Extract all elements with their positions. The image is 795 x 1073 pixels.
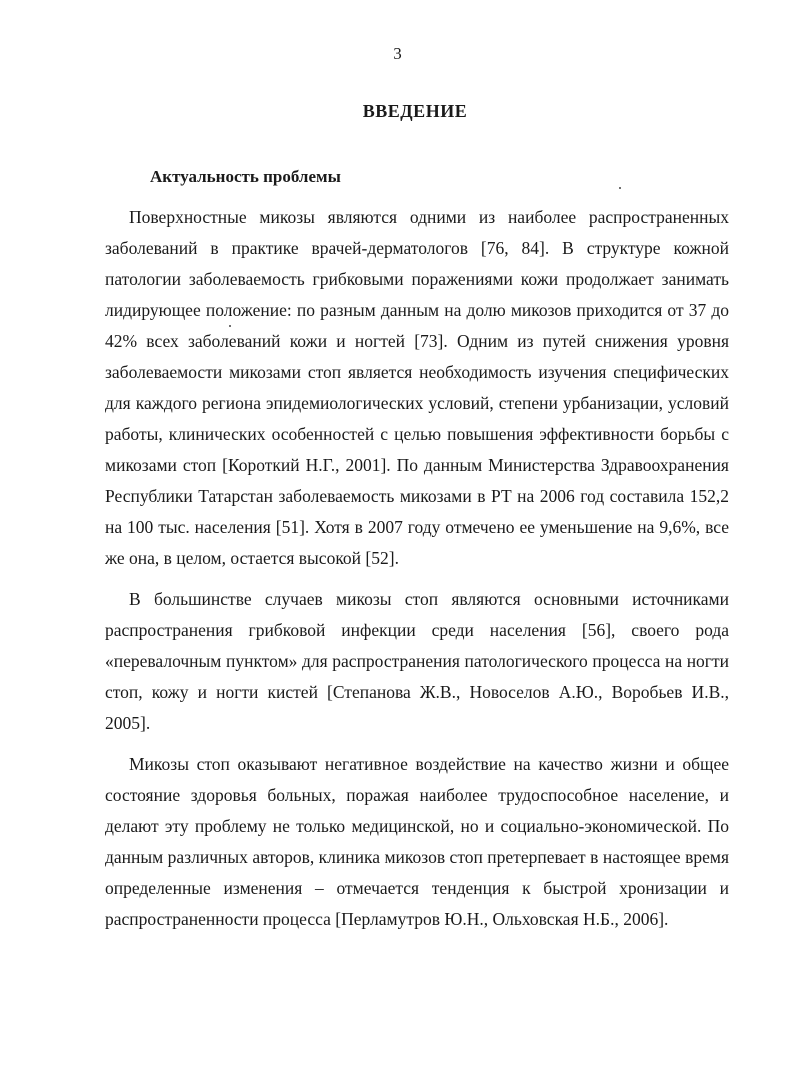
body-text — [105, 202, 729, 935]
paragraph-2: В большинстве случаев микозы стоп являются основными источниками распространения грибковой инфекции среди населения [56], своего рода «перевалочным пунктом» для распространения патологического процесса на ногти стоп, кожу и ногти кистей [Степанова Ж.В., Новоселов А.Ю., Воробьев И.В., 2005]. — [105, 589, 729, 733]
paragraph-1: Поверхностные микозы являются одними из наиболее распространенных заболеваний в практике врачей-дерматологов [76, 84]. В структуре кожной патологии заболеваемость грибковыми поражениями кожи продолжает занимать лидирующее положение: по разным данным на долю микозов приходится от 37 до 42% всех заболеваний кожи и ногтей [73]. Одним из путей снижения уровня заболеваемости микозами стоп является необходимость изучения специфических для каждого региона эпидемиологических условий, степени урбанизации, условий работы, клинических особенностей с целью повышения эффективности борьбы с микозами стоп [Короткий Н.Г., 2001]. По данным Министерства Здравоохранения Республики Татарстан заболеваемость микозами в РТ на 2006 год составила 152,2 на 100 тыс. населения [51]. Хотя в 2007 году отмечено ее уменьшение на 9,6%, все же она, в целом, остается высокой [52]. — [105, 207, 729, 568]
subsection-title: Актуальность проблемы — [150, 167, 341, 186]
scan-speck — [619, 187, 621, 189]
section-title: ВВЕДЕНИЕ — [362, 101, 468, 121]
paragraph-3: Микозы стоп оказывают негативное воздействие на качество жизни и общее состояние здоровья больных, поражая наиболее трудоспособное население, и делают эту проблему не только медицинской, но и социально-экономической. По данным различных авторов, клиника микозов стоп претерпевает в настоящее время определенные изменения – отмечается тенденция к быстрой хронизации и распространенности процесса [Перламутров Ю.Н., Ольховская Н.Б., 2006]. — [105, 754, 729, 929]
page-number: 3 — [393, 44, 402, 63]
